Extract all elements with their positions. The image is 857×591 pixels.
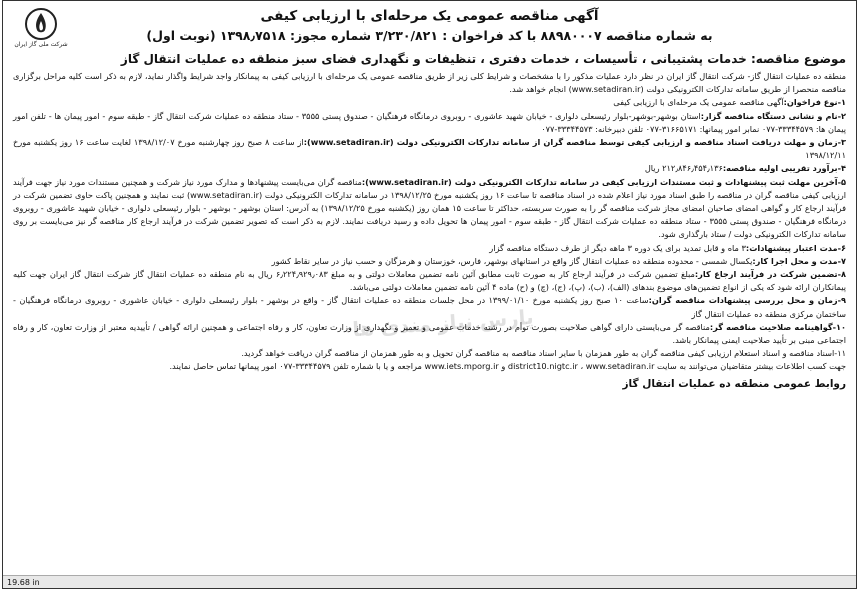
tender-item-text: ساعت ۱۰ صبح روز یکشنبه مورخ ۱۳۹۹/۰۱/۱۰ در محل جلسات منطقه ده عملیات انتقال گاز - واقع در بوشهر - بلوار رئیسعلی دلواری - خیابان عاشوری - روبروی درمانگاه فرهنگیان - ساختمان مرکزی منطقه ده عملیات انتقال گاز bbox=[13, 295, 846, 319]
tender-items-list bbox=[13, 96, 846, 360]
logo-caption: شرکت ملی گاز ایران bbox=[14, 41, 68, 48]
tender-item-title: ۶-مدت اعتبار پیشنهادات: bbox=[745, 242, 846, 253]
status-bar-text: 19.68 in bbox=[7, 578, 40, 587]
tender-item-text: استان بوشهر-بوشهر-بلوار رئیسعلی دلواری - خیابان شهید عاشوری - روبروی درمانگاه فرهنگیان - صندوق پستی ۳۵۵۵ - ستاد منطقه ده عملیات شرکت انتقال گاز - طبقه سوم - امور پیمان ها - تلفن امور پیمان ها: ۳۳۳۴۴۵۷۹-۰۷۷ نمابر امور پیمانها: ۳۱۶۶۵۱۷۱-۰۷۷ تلفن دبیرخانه: ۳۳۳۴۴۵۷۳-۰۷۷ bbox=[13, 110, 846, 134]
tender-item-title: ۱۰-گواهینامه صلاحیت مناقصه گر: bbox=[709, 321, 846, 332]
tender-item bbox=[13, 136, 846, 162]
flame-logo-icon bbox=[24, 7, 58, 41]
tender-item bbox=[13, 96, 846, 109]
tender-item-title: ۹-زمان و محل بررسی پیشنهادات مناقصه گران: bbox=[648, 295, 846, 306]
tender-item-text: از ساعت ۸ صبح روز چهارشنبه مورخ ۱۳۹۸/۱۲/۰۷ لغایت ساعت ۱۶ روز یکشنبه مورخ ۱۳۹۸/۱۲/۱۱ bbox=[13, 137, 846, 161]
contact-note: جهت کسب اطلاعات بیشتر متقاضیان می‌توانند به سایت district10.nigtc.ir ، www.setadiran.ir و www.iets.mporg.ir مراجعه و یا با شماره تلفن ۳۳۳۴۴۵۷۹-۰۷۷ امور پیمانها تماس حاصل نمایند. bbox=[169, 361, 846, 372]
tender-item-text: ۱۱-اسناد مناقصه و اسناد استعلام ارزیابی کیفی مناقصه گران به طور همزمان با سایر اسناد مناقصه به مناقصه گران تحویل و به طور همزمان از مناقصه گران دریافت خواهد گردید. bbox=[241, 348, 846, 359]
tender-item-title: ۳-زمان و مهلت دریافت اسناد مناقصه و ارزیابی کیفی توسط مناقصه گران از سامانه تدارکات الکترونیکی دولت (www.setadiran.ir): bbox=[303, 137, 846, 148]
tender-subject: موضوع مناقصه: خدمات پشتیبانی ، تأسیسات ، خدمات دفتری ، تنظیفات و نگهداری فضای سبز منطقه ده عملیات انتقال گاز bbox=[120, 52, 846, 66]
tender-item bbox=[13, 268, 846, 294]
company-logo bbox=[11, 7, 71, 63]
tender-item-text: ۲۱۲٫۸۴۶٫۴۵۴٫۱۳۶ ریال bbox=[644, 163, 723, 174]
announcement-headline: آگهی مناقصه عمومی یک مرحله‌ای با ارزیابی کیفی bbox=[260, 8, 599, 24]
intro-paragraph: منطقه ده عملیات انتقال گاز- شرکت انتقال گاز ایران در نظر دارد عملیات مذکور را با مشخصات و شرایط کلی زیر از طریق مناقصه عمومی یک مرحله‌ای با ارزیابی کیفی به پیمانکار واجد شرایط واگذار نماید، لازم به ذکر است کلیه مراحل برگزاری مناقصه منحصرا از طریق سامانه تدارکات الکترونیکی دولت (www.setadiran.ir) انجام خواهد شد. bbox=[13, 71, 846, 95]
tender-item-title: ۲-نام و نشانی دستگاه مناقصه گزار: bbox=[700, 110, 846, 121]
announcement-page bbox=[2, 0, 857, 589]
tender-number-line: به شماره مناقصه ۸۸۹۸۰۰۰۷ با کد فراخوان : ۳/۲۳۰/۸۲۱ شماره مجوز: ۱۳۹۸٫۷۵۱۸ (نوبت اول) bbox=[146, 28, 713, 43]
watermark-text: پارس نیاز مندی ها bbox=[351, 304, 535, 342]
tender-item-title: ۷-مدت و محل اجرا کار: bbox=[752, 255, 846, 266]
tender-item bbox=[13, 162, 846, 175]
tender-item bbox=[13, 110, 846, 136]
tender-item-text: مبلغ تضمین شرکت در فرآیند ارجاع کار به صورت ثابت مطابق آئین نامه تضمین معاملات دولتی و به مبلغ ۶٫۲۲۴٫۹۲۹٫۰۸۳ ریال به نام منطقه ده عملیات انتقال گاز شرکت انتقال گاز ایران جهت کلیه پیمانکاران ارائه شود که یکی از انواع تضمین‌های موضوع بندهای (الف)، (ب)، (پ)، (ج)، (چ) و (ح) ماده ۴ آئین نامه تضمین معاملات دولتی می‌باشد. bbox=[13, 269, 846, 293]
tender-item bbox=[13, 294, 846, 320]
tender-item-title: ۸-تضمین شرکت در فرآیند ارجاع کار: bbox=[694, 269, 846, 280]
tender-item-title: ۵-آخرین مهلت ثبت پیشنهادات و ثبت مستندات ارزیابی کیفی در سامانه تدارکات الکترونیکی دولت (www.setadiran.ir): bbox=[361, 176, 846, 187]
tender-item bbox=[13, 321, 846, 347]
tender-item bbox=[13, 242, 846, 255]
tender-item-text: یکسال شمسی - محدوده منطقه ده عملیات انتقال گاز واقع در استانهای بوشهر، فارس، خوزستان و هرمزگان و حسب نیاز در سایر نقاط کشور bbox=[271, 255, 753, 266]
tender-item-text: آگهی مناقصه عمومی یک مرحله‌ای با ارزیابی کیفی bbox=[613, 97, 784, 108]
tender-item-title: ۱-نوع فراخوان: bbox=[783, 97, 846, 108]
tender-item bbox=[13, 255, 846, 268]
tender-item bbox=[13, 347, 846, 360]
signature-line: روابط عمومی منطقه ده عملیات انتقال گاز bbox=[622, 377, 846, 390]
tender-item bbox=[13, 176, 846, 242]
tender-item-text: ۳ ماه و قابل تمدید برای یک دوره ۳ ماهه دیگر از طرف دستگاه مناقصه گزار bbox=[489, 242, 746, 253]
tender-item-text: مناقصه گران می‌بایست پیشنهادها و مدارک مورد نیاز شرکت و همچنین مستندات مورد نیاز جهت فرآیند ارزیابی کیفی مناقصه گران در مناقصه را طبق اسناد مورد نیاز اعلام شده در اسناد مناقصه تا ساعت ۱۶ روز یکشنبه مورخ ۱۳۹۸/۱۲/۲۵ در سامانه تدارکات الکترونیکی دولت (www.setadiran.ir) ثبت نمایند و همچنین پاکت حاوی تضمین شرکت در فرآیند ارجاع کار و گواهی امضای صاحبان امضای مجاز شرکت مناقصه گر را به صورت سربسته، حداکثر تا ساعت ۱۵ همان روز (یکشنبه مورخ ۱۳۹۸/۱۲/۲۵) به آدرس: استان بوشهر - بوشهر - بلوار رئیسعلی دلواری - خیابان شهید عاشوری - روبروی درمانگاه فرهنگیان - صندوق پستی ۳۵۵۵ - ستاد منطقه ده عملیات شرکت انتقال گاز - طبقه سوم - امور پیمان ها تحویل داده و رسید دریافت نمایند. لازم به ذکر است که تصویر تضمین شرکت در فرآیند ارجاع کار مناقصه گر نیز می‌بایست بر روی سامانه تدارکات الکترونیکی دولت / ستاد بارگذاری شود. bbox=[13, 176, 846, 240]
tender-item-title: ۴-برآورد تقریبی اولیه مناقصه: bbox=[722, 163, 846, 174]
tender-item-text: مناقصه گر می‌بایستی دارای گواهی صلاحیت بصورت توأم در رشته خدمات عمومی و تعمیر و نگهداری از وزارت تعاون، کار و رفاه اجتماعی و همچنین ارائه گواهی / تأییدیه معتبر از وزارت تعاون، کار و رفاه اجتماعی مبنی بر تأیید صلاحیت ایمنی پیمانکار باشد. bbox=[13, 321, 846, 346]
announcement-body bbox=[13, 70, 846, 374]
status-bar bbox=[3, 575, 857, 588]
